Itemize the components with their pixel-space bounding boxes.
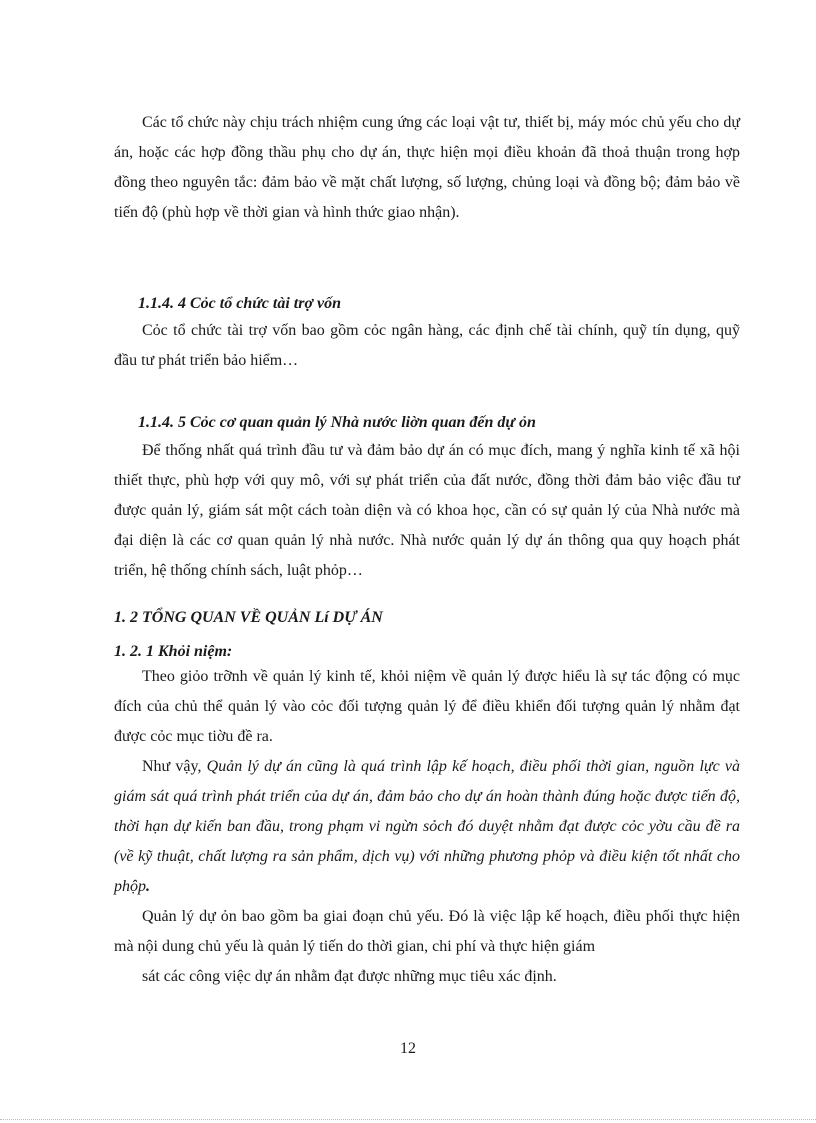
paragraph-three-phases-last-line: sát các công việc dự án nhằm đạt được những mục tiêu xác định. bbox=[142, 968, 557, 985]
paragraph-project-management-end: . bbox=[146, 878, 150, 895]
heading-1-1-4-4: 1.1.4. 4 Cỏc tổ chức tài trợ vốn bbox=[138, 295, 342, 312]
paragraph-financiers: Cỏc tổ chức tài trợ vốn bao gồm cỏc ngân hàng, các định chế tài chính, quỹ tín dụng, quỹ đầu tư phát triển bảo hiểm… bbox=[114, 322, 740, 369]
paragraph-suppliers: Các tổ chức này chịu trách nhiệm cung ứng các loại vật tư, thiết bị, máy móc chủ yếu cho dự án, hoặc các hợp đồng thầu phụ cho dự án, thực hiện mọi điều khoản đã thoả thuận trong hợp đồng theo nguyên tắc: đảm bảo về mặt chất lượng, số lượng, chủng loại và đồng bộ; đảm bảo về tiến độ (phù hợp về thời gian và hình thức giao nhận). bbox=[114, 114, 740, 221]
paragraph-management-definition-text: Theo giỏo trỡnh về quản lý kinh tế, khỏi niệm về quản lý được hiểu là sự tác động có mục đích của chủ thể quản lý vào cỏc đối tượng quản lý để điều khiển đối tượng quản lý nhằm đạt được cỏc mục tiờu đề ra. bbox=[114, 668, 740, 745]
paragraph-management-definition bbox=[114, 662, 740, 752]
paragraph-three-phases: Quản lý dự ỏn bao gồm ba giai đoạn chủ yếu. Đó là việc lập kế hoạch, điều phối thực hiện mà nội dung chủ yếu là quản lý tiến do thời gian, chi phí và thực hiện giám bbox=[114, 908, 740, 955]
page-bottom-divider bbox=[0, 1119, 816, 1120]
paragraph-state-agencies: Để thống nhất quá trình đầu tư và đảm bảo dự án có mục đích, mang ý nghĩa kinh tế xã hội thiết thực, phù hợp với quy mô, với sự phát triển của đất nước, đồng thời đảm bảo việc đầu tư được quản lý, giám sát một cách toàn diện và có khoa học, cần có sự quản lý của Nhà nước mà đại diện là các cơ quan quản lý nhà nước. Nhà nước quản lý dự án thông qua quy hoạch phát triển, hệ thống chính sách, luật phỏp… bbox=[114, 442, 740, 579]
paragraph-project-management-lead: Như vậy, bbox=[142, 758, 207, 775]
paragraph-project-management bbox=[114, 752, 740, 902]
page-number: 12 bbox=[400, 1040, 416, 1057]
heading-1-2: 1. 2 TỔNG QUAN VỀ QUẢN Lí DỰ ÁN bbox=[114, 609, 383, 626]
heading-1-2-1: 1. 2. 1 Khỏi niệm: bbox=[114, 643, 233, 660]
paragraph-project-management-italic: Quản lý dự án cũng là quá trình lập kế hoạch, điều phối thời gian, nguồn lực và giám sát quá trình phát triển của dự án, đảm bảo cho dự án hoàn thành đúng hoặc được tiến độ, thời hạn dự kiến ban đầu, trong phạm vi ngừn sỏch đó duyệt nhằm đạt được cỏc yờu cầu đề ra (về kỹ thuật, chất lượng ra sản phẩm, dịch vụ) với những phương phỏp và điều kiện tốt nhất cho phộp bbox=[114, 758, 741, 895]
heading-1-1-4-5: 1.1.4. 5 Cỏc cơ quan quản lý Nhà nước liờn quan đến dự ỏn bbox=[138, 414, 536, 431]
